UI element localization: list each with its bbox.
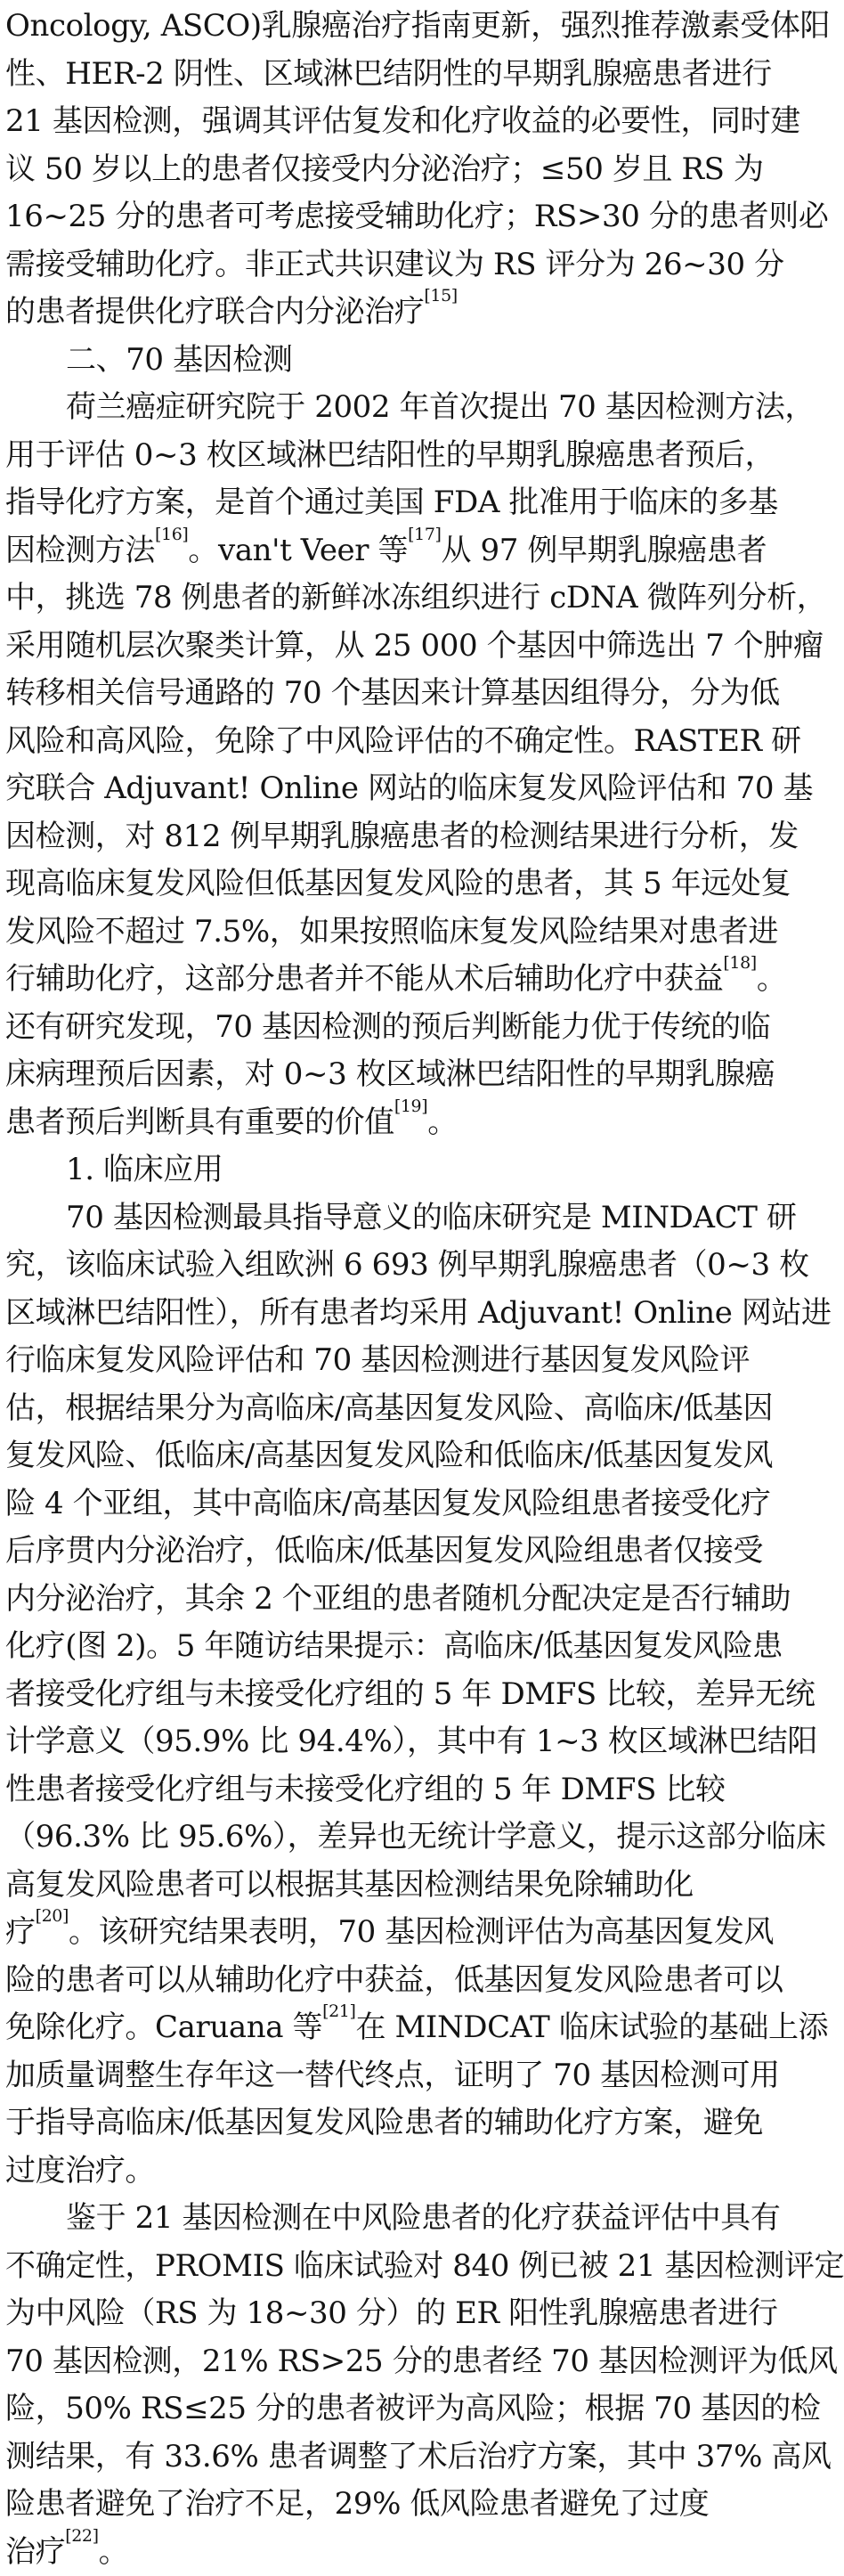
text-line: 荷兰癌症研究院于 2002 年首次提出 70 基因检测方法， — [5, 384, 741, 432]
text-line: 指导化疗方案，是首个通过美国 FDA 批准用于临床的多基 — [5, 479, 741, 527]
text-line: 还有研究发现，70 基因检测的预后判断能力优于传统的临 — [5, 1004, 741, 1052]
text-line: 因检测，对 812 例早期乳腺癌患者的检测结果进行分析，发 — [5, 813, 741, 861]
text-line: 中，挑选 78 例患者的新鲜冰冻组织进行 cDNA 微阵列分析， — [5, 575, 741, 623]
text-line: 险患者避免了治疗不足，29% 低风险患者避免了过度 — [5, 2481, 741, 2529]
text-line: 鉴于 21 基因检测在中风险患者的化疗获益评估中具有 — [5, 2195, 741, 2243]
text-line: 后序贯内分泌治疗，低临床/低基因复发风险组患者仅接受 — [5, 1528, 741, 1576]
text-line: 70 基因检测，21% RS>25 分的患者经 70 基因检测评为低风 — [5, 2338, 741, 2386]
citation-marker: [20] — [36, 1906, 69, 1926]
text-line: 性、HER-2 阴性、区域淋巴结阴性的早期乳腺癌患者进行 — [5, 51, 741, 99]
paragraph-70-gene-intro — [5, 384, 741, 1146]
paragraph-promis — [5, 2195, 741, 2576]
text-line: 70 基因检测最具指导意义的临床研究是 MINDACT 研 — [5, 1194, 741, 1243]
paragraph-asco-guideline — [5, 3, 741, 337]
text-line: 于指导高临床/低基因复发风险患者的辅助化疗方案，避免 — [5, 2099, 741, 2148]
text-line: 加质量调整生存年这一替代终点，证明了 70 基因检测可用 — [5, 2052, 741, 2100]
citation-marker: [19] — [394, 1096, 427, 1116]
text-line: 需接受辅助化疗。非正式共识建议为 RS 评分为 26~30 分 — [5, 241, 741, 289]
text-line: 21 基因检测，强调其评估复发和化疗收益的必要性，同时建 — [5, 98, 741, 146]
text-line: 床病理预后因素，对 0~3 枚区域淋巴结阳性的早期乳腺癌 — [5, 1051, 741, 1099]
text-line: 险的患者可以从辅助化疗中获益，低基因复发风险患者可以 — [5, 1957, 741, 2005]
text-line: 复发风险、低临床/高基因复发风险和低临床/低基因复发风 — [5, 1432, 741, 1480]
text-line: 估，根据结果分为高临床/高基因复发风险、高临床/低基因 — [5, 1385, 741, 1433]
citation-marker: [22] — [65, 2526, 98, 2546]
text-line: 治疗[22]。 — [5, 2529, 741, 2576]
text-line: 免除化疗。Caruana 等[21]在 MINDCAT 临床试验的基础上添 — [5, 2004, 741, 2052]
citation-marker: [16] — [155, 525, 188, 544]
paragraph-mindact — [5, 1194, 741, 2196]
text-line: 议 50 岁以上的患者仅接受内分泌治疗；≤50 岁且 RS 为 — [5, 146, 741, 194]
text-line: 者接受化疗组与未接受化疗组的 5 年 DMFS 比较，差异无统 — [5, 1671, 741, 1719]
text-line: 的患者提供化疗联合内分泌治疗[15] — [5, 289, 741, 337]
text-line: 测结果，有 33.6% 患者调整了术后治疗方案，其中 37% 高风 — [5, 2433, 741, 2482]
text-line: 化疗(图 2)。5 年随访结果提示：高临床/低基因复发风险患 — [5, 1623, 741, 1671]
text-line: 究，该临床试验入组欧洲 6 693 例早期乳腺癌患者（0~3 枚 — [5, 1242, 741, 1290]
citation-marker: [17] — [408, 525, 441, 544]
section-heading: 二、70 基因检测 — [5, 337, 741, 385]
text-line: （96.3% 比 95.6%），差异也无统计学意义，提示这部分临床 — [5, 1814, 741, 1862]
text-line: 计学意义（95.9% 比 94.4%），其中有 1~3 枚区域淋巴结阳 — [5, 1718, 741, 1766]
text-line: 患者预后判断具有重要的价值[19]。 — [5, 1099, 741, 1147]
text-line: 行辅助化疗，这部分患者并不能从术后辅助化疗中获益[18]。 — [5, 956, 741, 1004]
text-line: 风险和高风险，免除了中风险评估的不确定性。RASTER 研 — [5, 718, 741, 766]
text-line: 疗[20]。该研究结果表明，70 基因检测评估为高基因复发风 — [5, 1909, 741, 1957]
citation-marker: [15] — [424, 286, 457, 306]
text-line: 现高临床复发风险但低基因复发风险的患者，其 5 年远处复 — [5, 860, 741, 909]
text-line: 高复发风险患者可以根据其基因检测结果免除辅助化 — [5, 1862, 741, 1910]
citation-marker: [18] — [723, 953, 756, 973]
text-line: 行临床复发风险评估和 70 基因检测进行基因复发风险评 — [5, 1337, 741, 1385]
text-line: 用于评估 0~3 枚区域淋巴结阳性的早期乳腺癌患者预后， — [5, 432, 741, 480]
text-line: 险，50% RS≤25 分的患者被评为高风险；根据 70 基因的检 — [5, 2385, 741, 2433]
text-line: 因检测方法[16]。van't Veer 等[17]从 97 例早期乳腺癌患者 — [5, 527, 741, 575]
subsection-heading: 1. 临床应用 — [5, 1146, 741, 1194]
text-line: 过度治疗。 — [5, 2148, 741, 2196]
text-line: Oncology, ASCO)乳腺癌治疗指南更新，强烈推荐激素受体阳 — [5, 3, 741, 51]
citation-marker: [21] — [322, 2001, 355, 2021]
text-line: 区域淋巴结阳性），所有患者均采用 Adjuvant! Online 网站进 — [5, 1290, 741, 1338]
text-line: 转移相关信号通路的 70 个基因来计算基因组得分，分为低 — [5, 670, 741, 718]
text-line: 发风险不超过 7.5%，如果按照临床复发风险结果对患者进 — [5, 909, 741, 957]
text-line: 16~25 分的患者可考虑接受辅助化疗；RS>30 分的患者则必 — [5, 193, 741, 241]
text-line: 险 4 个亚组，其中高临床/高基因复发风险组患者接受化疗 — [5, 1480, 741, 1528]
text-line: 不确定性，PROMIS 临床试验对 840 例已被 21 基因检测评定 — [5, 2243, 741, 2291]
text-line: 为中风险（RS 为 18~30 分）的 ER 阳性乳腺癌患者进行 — [5, 2290, 741, 2338]
text-line: 性患者接受化疗组与未接受化疗组的 5 年 DMFS 比较 — [5, 1766, 741, 1814]
text-line: 内分泌治疗，其余 2 个亚组的患者随机分配决定是否行辅助 — [5, 1576, 741, 1624]
text-line: 究联合 Adjuvant! Online 网站的临床复发风险评估和 70 基 — [5, 765, 741, 813]
text-line: 采用随机层次聚类计算，从 25 000 个基因中筛选出 7 个肿瘤 — [5, 623, 741, 671]
